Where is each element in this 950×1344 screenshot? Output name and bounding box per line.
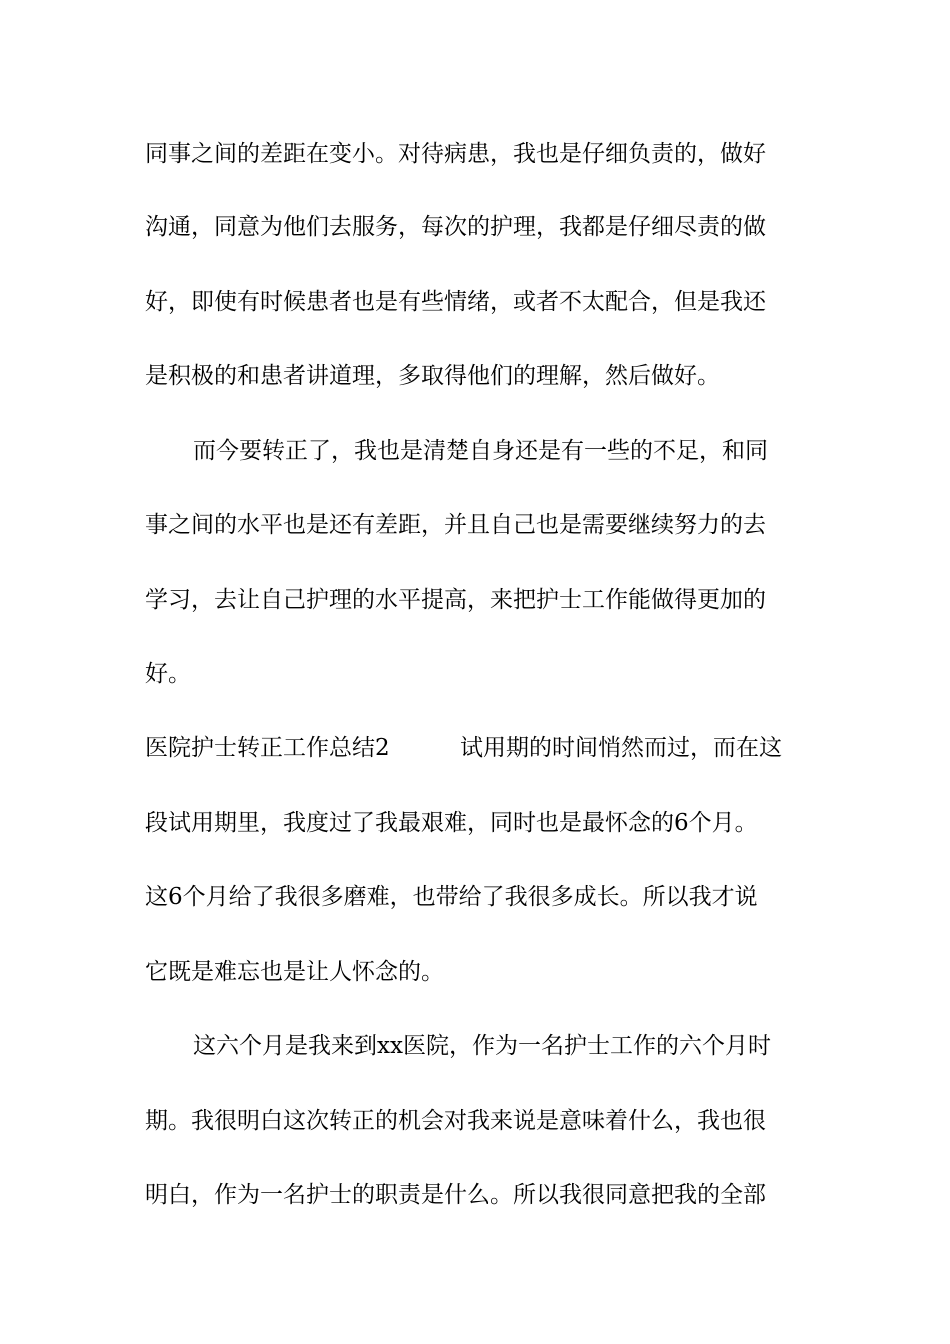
paragraph-line: 事之间的水平也是还有差距，并且自己也是需要继续努力的去 xyxy=(145,512,766,538)
section-heading-line xyxy=(145,733,810,763)
paragraph-line: 好。 xyxy=(145,661,191,687)
paragraph-line: 这6个月给了我很多磨难，也带给了我很多成长。所以我才说 xyxy=(145,884,758,910)
section-title: 医院护士转正工作总结2 xyxy=(145,735,390,761)
paragraph-line: 期。我很明白这次转正的机会对我来说是意味着什么，我也很 xyxy=(145,1108,766,1134)
paragraph-line: 学习，去让自己护理的水平提高，来把护士工作能做得更加的 xyxy=(145,587,766,613)
paragraph-line: 而今要转正了，我也是清楚自身还是有一些的不足，和同 xyxy=(193,438,768,464)
section-first-line: 试用期的时间悄然而过，而在这 xyxy=(460,735,782,761)
paragraph-line: 它既是难忘也是让人怀念的。 xyxy=(145,959,444,985)
paragraph-line: 段试用期里，我度过了我最艰难，同时也是最怀念的6个月。 xyxy=(145,810,758,836)
paragraph-line: 明白，作为一名护士的职责是什么。所以我很同意把我的全部 xyxy=(145,1182,766,1208)
paragraph-line: 好，即使有时候患者也是有些情绪，或者不太配合，但是我还 xyxy=(145,289,766,315)
paragraph-line: 同事之间的差距在变小。对待病患，我也是仔细负责的，做好 xyxy=(145,141,766,167)
paragraph-line: 这六个月是我来到xx医院，作为一名护士工作的六个月时 xyxy=(193,1033,771,1059)
paragraph-line: 沟通，同意为他们去服务，每次的护理，我都是仔细尽责的做 xyxy=(145,214,766,240)
paragraph-line: 是积极的和患者讲道理，多取得他们的理解，然后做好。 xyxy=(145,363,720,389)
